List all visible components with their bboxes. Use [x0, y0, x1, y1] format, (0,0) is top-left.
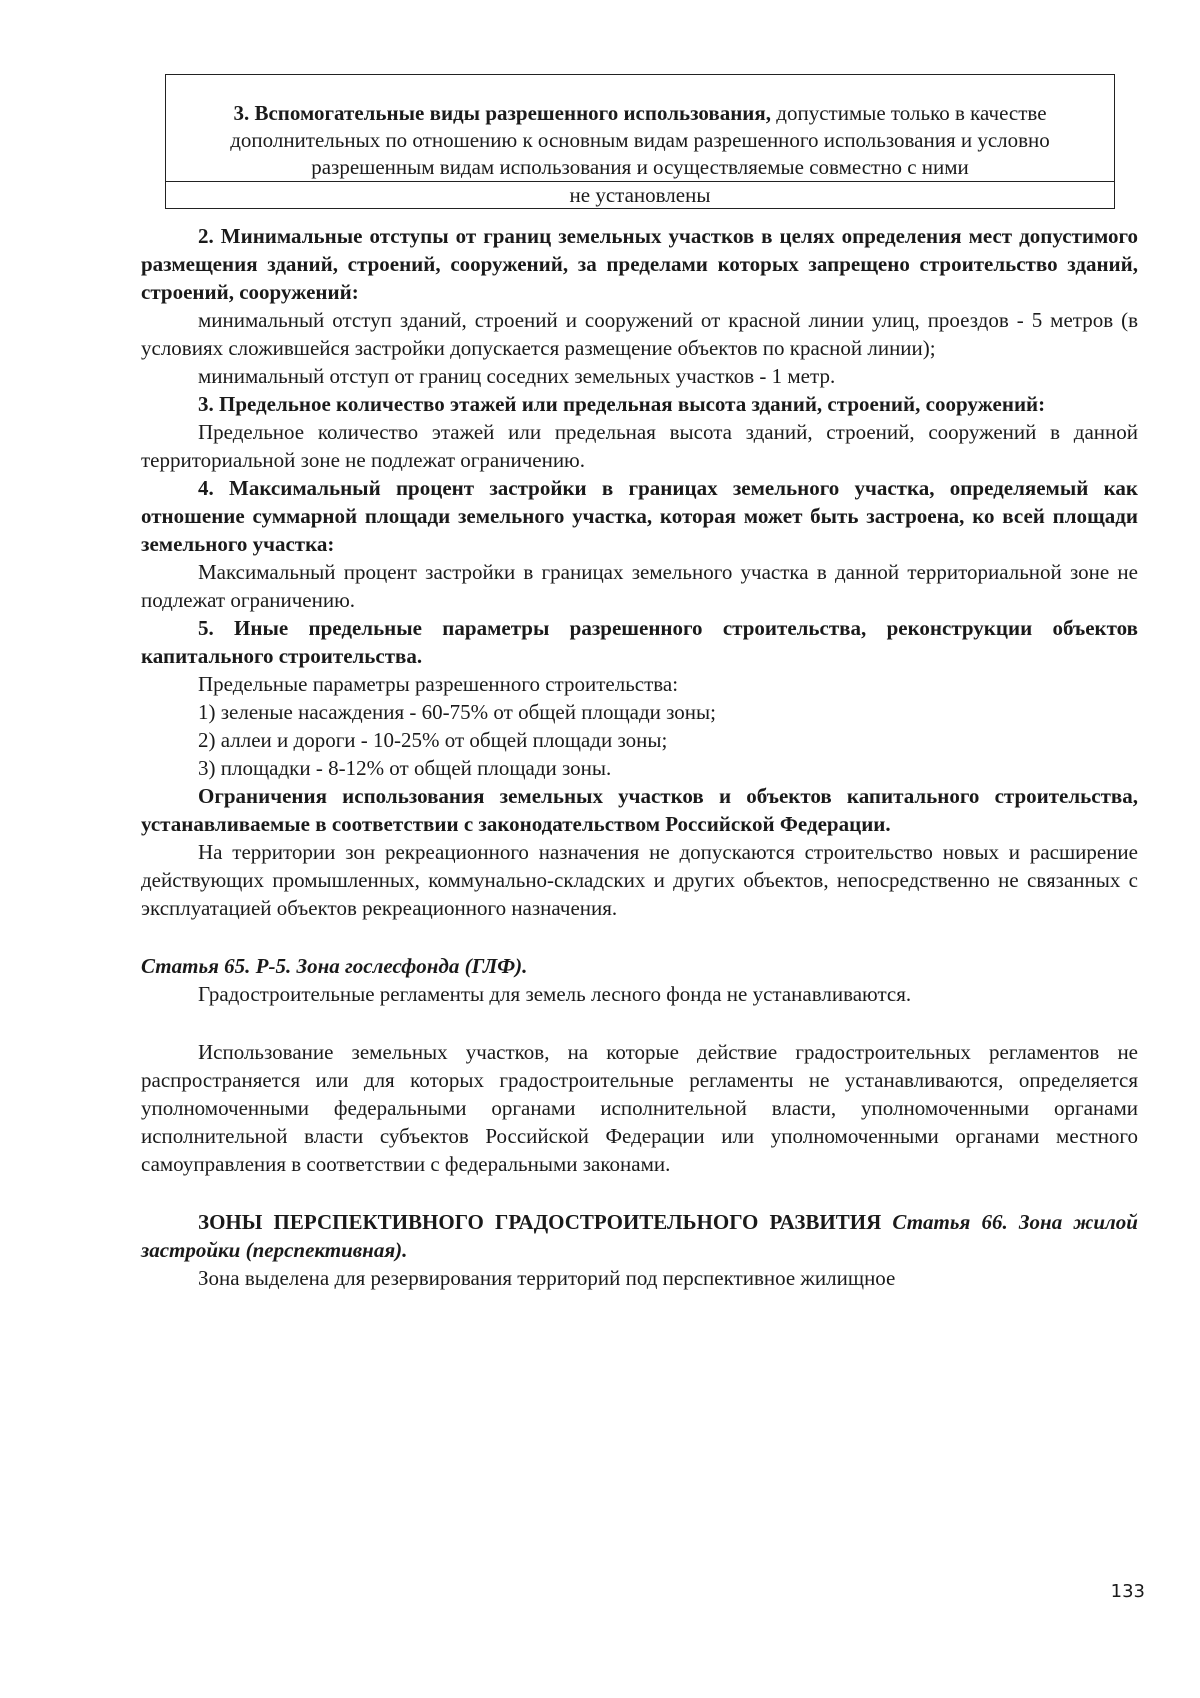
paragraph: минимальный отступ зданий, строений и сооружений от красной линии улиц, проездов - 5 метров (в условиях сложившейся застройки допускается размещение объектов по красной линии);	[141, 308, 1138, 360]
table-heading-text: допустимые только в качестве дополнительных по отношению к основным видам разрешенного использования и условно разрешенным видам использования и осуществляемые совместно с ними	[230, 101, 1050, 179]
spacer	[141, 1178, 1138, 1208]
zones-heading-bold: ЗОНЫ ПЕРСПЕКТИВНОГО ГРАДОСТРОИТЕЛЬНОГО РАЗВИТИЯ	[198, 1210, 882, 1234]
page-number: 133	[1110, 1581, 1145, 1602]
list-item: 1) зеленые насаждения - 60-75% от общей площади зоны;	[198, 700, 716, 724]
permitted-use-table	[165, 74, 1115, 209]
paragraph: Предельное количество этажей или предельная высота зданий, строений, сооружений в данной территориальной зоне не подлежат ограничению.	[141, 420, 1138, 472]
article-65-title: Статья 65. Р-5. Зона гослесфонда (ГЛФ).	[141, 954, 528, 978]
section-heading: 2. Минимальные отступы от границ земельных участков в целях определения мест допустимого размещения зданий, строений, сооружений, за пределами которых запрещено строительство зданий, строений, сооружений:	[141, 224, 1138, 304]
spacer	[141, 1008, 1138, 1038]
paragraph: Зона выделена для резервирования территорий под перспективное жилищное	[198, 1266, 896, 1290]
section-heading: 3. Предельное количество этажей или предельная высота зданий, строений, сооружений:	[198, 392, 1046, 416]
article-66-title: Статья 66. Зона жилой застройки (перспективная).	[141, 1210, 1138, 1262]
paragraph: Максимальный процент застройки в границах земельного участка в данной территориальной зоне не подлежат ограничению.	[141, 560, 1138, 612]
paragraph: Градостроительные регламенты для земель лесного фонда не устанавливаются.	[198, 982, 912, 1006]
spacer	[141, 922, 1138, 952]
section-heading: Ограничения использования земельных участков и объектов капитального строительства, устанавливаемые в соответствии с законодательством Российской Федерации.	[141, 784, 1138, 836]
paragraph: На территории зон рекреационного назначения не допускаются строительство новых и расширение действующих промышленных, коммунально-складских и других объектов, непосредственно не связанных с эксплуатацией объектов рекреационного назначения.	[141, 840, 1138, 920]
section-heading: 4. Максимальный процент застройки в границах земельного участка, определяемый как отношение суммарной площади земельного участка, которая может быть застроена, ко всей площади земельного участка:	[141, 476, 1138, 556]
section-heading: 5. Иные предельные параметры разрешенного строительства, реконструкции объектов капитального строительства.	[141, 616, 1138, 668]
zones-heading	[141, 1208, 1138, 1264]
table-heading-bold: 3. Вспомогательные виды разрешенного использования,	[233, 101, 772, 125]
paragraph: Предельные параметры разрешенного строительства:	[198, 672, 679, 696]
body-text	[141, 222, 1138, 1292]
list-item: 3) площадки - 8-12% от общей площади зоны.	[198, 756, 612, 780]
paragraph: минимальный отступ от границ соседних земельных участков - 1 метр.	[198, 364, 836, 388]
table-heading	[166, 75, 1114, 181]
paragraph: Использование земельных участков, на которые действие градостроительных регламентов не распространяется или для которых градостроительные регламенты не устанавливаются, определяется уполномоченными федеральными органами исполнительной власти, уполномоченными органами исполнительной власти субъектов Российской Федерации или уполномоченными органами местного самоуправления в соответствии с федеральными законами.	[141, 1040, 1138, 1176]
table-value: не установлены	[166, 181, 1114, 208]
list-item: 2) аллеи и дороги - 10-25% от общей площади зоны;	[198, 728, 668, 752]
